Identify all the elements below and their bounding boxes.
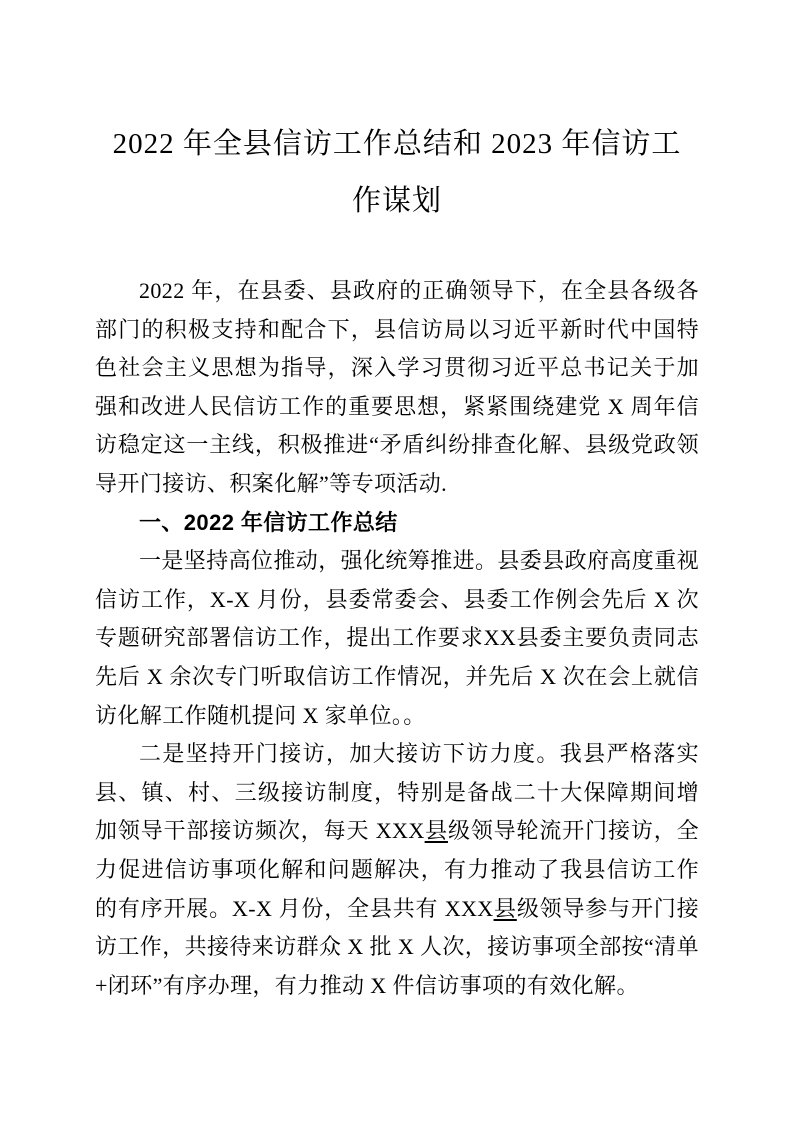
paragraph-3 <box>95 542 699 735</box>
paragraph-4 <box>95 735 699 1005</box>
title-line-2: 作谋划 <box>351 185 442 217</box>
title-line-1: 2022 年全县信访工作总结和 2023 年信访工 <box>112 128 682 160</box>
text-segment: 一、2022 年信访工作总结 <box>139 509 398 535</box>
text-segment: 二是坚持开门接访，加大接访下访力度。我县严格落实县、镇、村、三级接访制度，特别是备战二十大保障期间增加领导干部接访频次，每天 XXX <box>95 741 699 844</box>
text-segment: 级领导轮流开门接访，全力促进信访事项化解和问题解决，有力推动了我县信访工作的有序开展。X-X 月份，全县共有 XXX <box>95 818 699 921</box>
paragraph-1 <box>95 272 699 504</box>
section-heading <box>95 504 699 543</box>
document-body <box>95 272 699 1005</box>
text-segment: 2022 年，在县委、县政府的正确领导下，在全县各级各部门的积极支持和配合下，县信访局以习近平新时代中国特色社会主义思想为指导，深入学习贯彻习近平总书记关于加强和改进人民信访工作的重要思想，紧紧围绕建党 X 周年信访稳定这一主线，积极推进“矛盾纠纷排查化解、县级党政领导开门接访、积案化解”等专项活动. <box>95 278 699 496</box>
underlined-text: 县 <box>493 895 517 921</box>
text-segment: 一是坚持高位推动，强化统筹推进。县委县政府高度重视信访工作，X-X 月份，县委常委会、县委工作例会先后 X 次专题研究部署信访工作，提出工作要求XX县委主要负责同志先后 X 余次专门听取信访工作情况，并先后 X 次在会上就信访化解工作随机提问 X 家单位。。 <box>95 548 700 728</box>
text-segment: 级领导参与开门接访工作，共接待来访群众 X 批 X 人次，接访事项全部按“清单+闭环”有序办理，有力推动 X 件信访事项的有效化解。 <box>95 895 700 998</box>
document-title <box>95 116 699 230</box>
underlined-text: 县 <box>424 818 448 844</box>
